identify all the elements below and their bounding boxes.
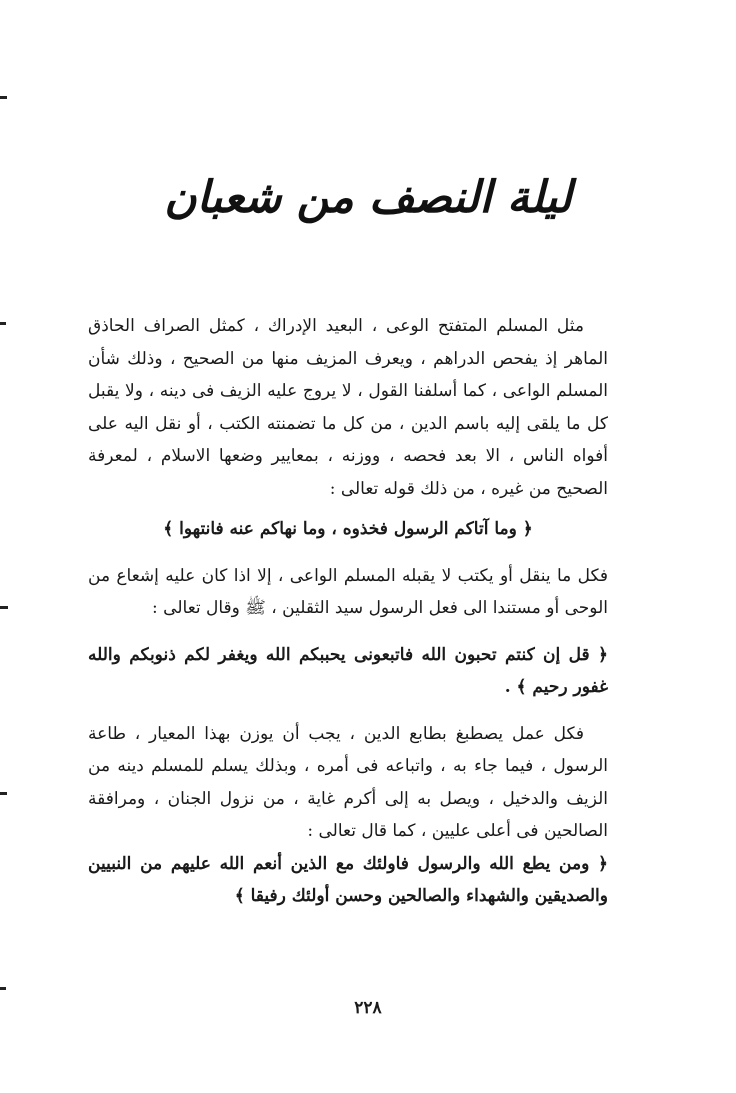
- page-body: [88, 310, 608, 913]
- scan-edge-mark: [0, 96, 7, 99]
- scan-edge-mark: [0, 792, 7, 795]
- quran-verse-2: ﴿ قل إن كنتم تحبون الله فاتبعونى يحببكم الله ويغفر لكم ذنوبكم والله غفور رحيم ﴾ .: [88, 644, 608, 697]
- paragraph-2: فكل ما ينقل أو يكتب لا يقبله المسلم الواعى ، إلا اذا كان عليه إشعاع من الوحى أو مستندا الى فعل الرسول سيد الثقلين ، ﷺ وقال تعالى :: [88, 565, 608, 618]
- scan-edge-mark: [0, 987, 6, 990]
- paragraph-3: فكل عمل يصطبغ بطابع الدين ، يجب أن يوزن بهذا المعيار ، طاعة الرسول ، فيما جاء به ، واتباعه فى أمره ، وبذلك يسلم للمسلم دينه من الزيف والدخيل ، ويصل به إلى أكرم غاية ، من نزول الجنان ، ومرافقة الصالحين فى أعلى عليين ، كما قال تعالى :: [88, 723, 608, 841]
- quran-verse-1: ﴿ وما آتاكم الرسول فخذوه ، وما نهاكم عنه فانتهوا ﴾: [163, 519, 533, 539]
- paragraph-1: مثل المسلم المتفتح الوعى ، البعيد الإدراك ، كمثل الصراف الحاذق الماهر إذ يفحص الدراهم ، ويعرف المزيف منها من الصحيح ، وذلك شأن المسلم الواعى ، كما أسلفنا القول ، لا يروج عليه الزيف فى دينه ، ولا يقبل كل ما يلقى إليه باسم الدين ، من كل ما تضمنته الكتب ، أو نقل اليه على أفواه الناس ، الا بعد فحصه ، ووزنه ، بمعايير وضعها الاسلام ، لمعرفة الصحيح من غيره ، من ذلك قوله تعالى :: [88, 316, 608, 499]
- quran-verse-3: ﴿ ومن يطع الله والرسول فاولئك مع الذين أنعم الله عليهم من النبيين والصديقين والشهداء والصالحين وحسن أولئك رفيقا ﴾: [88, 853, 608, 906]
- scan-edge-mark: [0, 322, 6, 325]
- scan-edge-mark: [0, 606, 8, 609]
- page-number: ٢٢٨: [354, 998, 382, 1018]
- chapter-title: ليلة النصف من شعبان: [164, 172, 572, 223]
